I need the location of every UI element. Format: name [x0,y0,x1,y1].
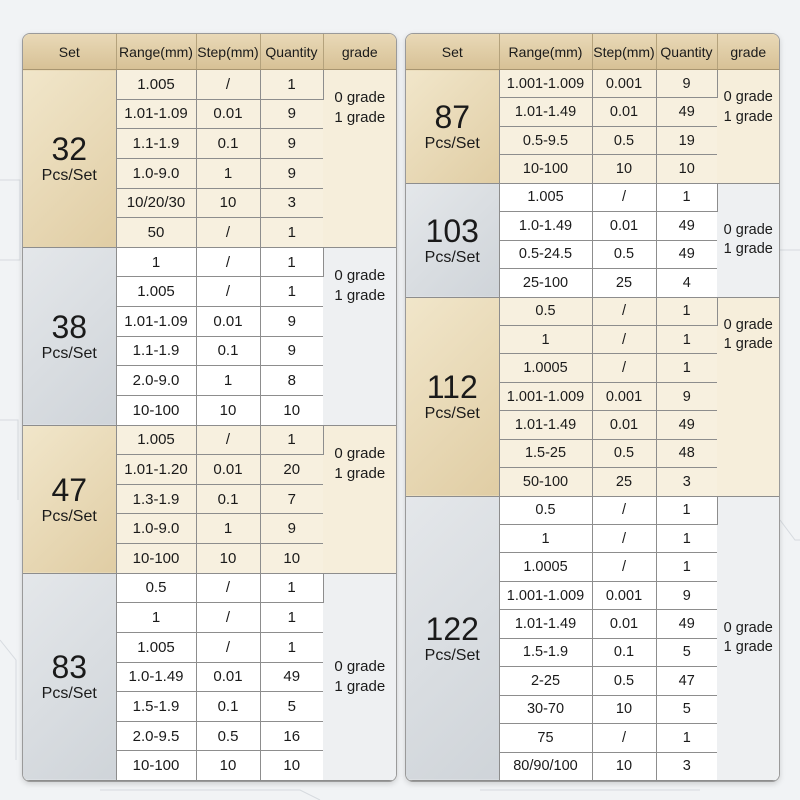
range-cell: 50-100 [499,468,592,496]
range-cell: 1.1-1.9 [116,336,196,366]
step-cell: 0.01 [196,455,260,485]
set-cell [406,496,499,780]
step-cell: 0.001 [592,70,656,98]
grade-label: 0 grade [723,316,773,333]
quantity-cell: 3 [656,752,717,781]
header-set: Set [23,34,116,70]
header-range: Range(mm) [499,34,592,70]
quantity-cell: 10 [260,751,323,781]
range-cell: 1.01-1.49 [499,610,592,638]
range-cell: 1.3-1.9 [116,484,196,514]
set-number: 122 [425,610,479,647]
grade-label: 1 grade [723,108,773,125]
quantity-cell: 1 [260,632,323,662]
header-quantity: Quantity [260,34,323,70]
range-cell: 10-100 [116,751,196,781]
grade-cell [323,573,396,780]
step-cell: 0.1 [196,692,260,722]
quantity-cell: 3 [656,468,717,496]
step-cell: 0.01 [592,610,656,638]
quantity-cell: 9 [260,129,323,159]
table-row [23,573,396,603]
quantity-cell: 9 [656,70,717,98]
step-cell: / [592,553,656,581]
quantity-cell: 48 [656,439,717,467]
quantity-cell: 1 [656,553,717,581]
quantity-cell: 9 [260,99,323,129]
step-cell: / [196,218,260,248]
set-number: 38 [51,308,88,345]
range-cell: 1.5-1.9 [116,692,196,722]
step-cell: 25 [592,468,656,496]
quantity-cell: 3 [260,188,323,218]
quantity-cell: 9 [656,581,717,609]
range-cell: 0.5 [116,573,196,603]
quantity-cell: 1 [260,247,323,277]
range-cell: 1.0-1.49 [499,212,592,240]
range-cell: 10-100 [116,544,196,574]
table-row [406,70,779,98]
grade-cell [323,425,396,573]
set-unit-label: Pcs/Set [41,344,97,362]
range-cell: 1 [499,525,592,553]
range-cell: 50 [116,218,196,248]
quantity-cell: 1 [656,183,717,211]
header-step: Step(mm) [196,34,260,70]
grade-label: 1 grade [723,336,773,353]
quantity-cell: 20 [260,455,323,485]
quantity-cell: 10 [656,155,717,183]
set-number: 83 [51,649,88,686]
quantity-cell: 9 [260,158,323,188]
step-cell: 0.5 [592,126,656,154]
range-cell: 1.0-9.0 [116,514,196,544]
range-cell: 10-100 [116,395,196,425]
range-cell: 1.0-1.49 [116,662,196,692]
grade-label: 0 grade [334,444,386,462]
quantity-cell: 49 [656,240,717,268]
grade-label: 0 grade [334,266,386,284]
range-cell: 0.5-24.5 [499,240,592,268]
step-cell: / [592,297,656,325]
table-row [406,183,779,211]
left-table-body [23,70,396,781]
set-cell [406,297,499,496]
range-cell: 1.01-1.09 [116,307,196,337]
step-cell: 10 [592,752,656,781]
range-cell: 0.5-9.5 [499,126,592,154]
range-cell: 1.005 [116,425,196,455]
grade-label: 1 grade [334,109,386,127]
header-grade: grade [717,34,779,70]
quantity-cell: 10 [260,395,323,425]
quantity-cell: 9 [260,514,323,544]
set-unit-label: Pcs/Set [424,134,480,152]
header-range: Range(mm) [116,34,196,70]
grade-cell [717,297,779,496]
step-cell: 10 [196,395,260,425]
range-cell: 1.01-1.49 [499,98,592,126]
range-cell: 1.005 [116,277,196,307]
step-cell: / [592,525,656,553]
set-number: 103 [425,212,479,249]
set-cell [23,247,116,425]
grade-label: 1 grade [334,287,386,304]
quantity-cell: 1 [260,425,323,455]
set-unit-label: Pcs/Set [424,646,480,664]
grade-label: 1 grade [723,241,773,258]
step-cell: 0.01 [592,212,656,240]
header-step: Step(mm) [592,34,656,70]
set-unit-label: Pcs/Set [424,248,480,266]
quantity-cell: 1 [260,277,323,307]
range-cell: 0.5 [499,496,592,524]
range-cell: 1.005 [116,632,196,662]
header-grade: grade [323,34,396,70]
step-cell: 0.1 [592,638,656,666]
quantity-cell: 19 [656,126,717,154]
range-cell: 1.0005 [499,553,592,581]
quantity-cell: 49 [260,662,323,692]
grade-label: 1 grade [334,677,386,695]
table-row [23,247,396,277]
step-cell: 0.01 [196,307,260,337]
quantity-cell: 1 [656,724,717,752]
set-cell [406,183,499,297]
step-cell: 1 [196,158,260,188]
range-cell: 1.001-1.009 [499,70,592,98]
quantity-cell: 9 [260,336,323,366]
quantity-cell: 1 [656,325,717,353]
range-cell: 1 [499,325,592,353]
step-cell: 10 [196,188,260,218]
step-cell: 1 [196,514,260,544]
step-cell: / [196,70,260,100]
table-row [406,496,779,524]
grade-cell [717,183,779,297]
step-cell: 0.01 [592,411,656,439]
quantity-cell: 47 [656,667,717,695]
range-cell: 1.005 [499,183,592,211]
grade-label: 0 grade [723,89,773,105]
table-row [23,425,396,455]
step-cell: 10 [592,155,656,183]
quantity-cell: 4 [656,269,717,297]
range-cell: 10-100 [499,155,592,183]
quantity-cell: 1 [656,297,717,325]
step-cell: 0.001 [592,382,656,410]
range-cell: 1.01-1.49 [499,411,592,439]
range-cell: 1.5-25 [499,439,592,467]
range-cell: 1.5-1.9 [499,638,592,666]
set-unit-label: Pcs/Set [41,507,97,525]
grade-cell [323,247,396,425]
step-cell: 10 [196,751,260,781]
grade-label: 0 grade [723,221,773,238]
step-cell: / [592,354,656,382]
set-cell [23,573,116,780]
range-cell: 2-25 [499,667,592,695]
grade-label: 0 grade [334,89,386,106]
range-cell: 2.0-9.0 [116,366,196,396]
step-cell: 0.5 [592,439,656,467]
quantity-cell: 5 [260,692,323,722]
step-cell: 0.1 [196,129,260,159]
step-cell: / [592,496,656,524]
quantity-cell: 9 [656,382,717,410]
quantity-cell: 1 [260,70,323,100]
step-cell: 10 [592,695,656,723]
range-cell: 25-100 [499,269,592,297]
range-cell: 10/20/30 [116,188,196,218]
quantity-cell: 49 [656,610,717,638]
range-cell: 1.0005 [499,354,592,382]
step-cell: 0.1 [196,484,260,514]
step-cell: 25 [592,269,656,297]
quantity-cell: 5 [656,695,717,723]
set-unit-label: Pcs/Set [41,166,97,184]
step-cell: 0.01 [592,98,656,126]
step-cell: 0.1 [196,336,260,366]
step-cell: 0.001 [592,581,656,609]
header-quantity: Quantity [656,34,717,70]
range-cell: 1.01-1.09 [116,99,196,129]
grade-label: 0 grade [334,657,386,675]
quantity-cell: 1 [260,603,323,633]
quantity-cell: 49 [656,411,717,439]
quantity-cell: 49 [656,98,717,126]
step-cell: 1 [196,366,260,396]
set-number: 32 [51,130,88,167]
set-cell [406,70,499,184]
grade-cell [323,70,396,248]
right-table-body [406,70,779,781]
quantity-cell: 10 [260,544,323,574]
quantity-cell: 7 [260,484,323,514]
quantity-cell: 5 [656,638,717,666]
step-cell: 10 [196,544,260,574]
step-cell: / [196,247,260,277]
quantity-cell: 1 [656,525,717,553]
step-cell: 0.5 [196,721,260,751]
quantity-cell: 1 [656,496,717,524]
range-cell: 1.1-1.9 [116,129,196,159]
range-cell: 1 [116,603,196,633]
set-number: 112 [426,369,478,406]
table-row [406,297,779,325]
set-cell [23,425,116,573]
step-cell: / [592,724,656,752]
header-set: Set [406,34,499,70]
range-cell: 0.5 [499,297,592,325]
range-cell: 1.0-9.0 [116,158,196,188]
set-number: 87 [434,98,471,135]
step-cell: / [196,277,260,307]
step-cell: / [592,325,656,353]
range-cell: 80/90/100 [499,752,592,781]
set-number: 47 [51,471,88,508]
range-cell: 1.001-1.009 [499,581,592,609]
step-cell: / [196,573,260,603]
range-cell: 1.01-1.20 [116,455,196,485]
step-cell: 0.5 [592,240,656,268]
step-cell: 0.01 [196,662,260,692]
step-cell: / [196,603,260,633]
grade-label: 1 grade [723,639,773,656]
quantity-cell: 8 [260,366,323,396]
quantity-cell: 1 [656,354,717,382]
step-cell: / [196,632,260,662]
step-cell: 0.5 [592,667,656,695]
step-cell: / [196,425,260,455]
grade-label: 0 grade [723,619,773,636]
quantity-cell: 49 [656,212,717,240]
step-cell: / [592,183,656,211]
range-cell: 30-70 [499,695,592,723]
quantity-cell: 9 [260,307,323,337]
grade-cell [717,70,779,184]
right-spec-table [405,33,780,782]
set-unit-label: Pcs/Set [424,405,480,423]
grade-cell [717,496,779,780]
quantity-cell: 1 [260,218,323,248]
grade-label: 1 grade [334,464,386,482]
range-cell: 1 [116,247,196,277]
range-cell: 1.001-1.009 [499,382,592,410]
table-row [23,70,396,100]
left-spec-table [22,33,397,782]
quantity-cell: 1 [260,573,323,603]
range-cell: 2.0-9.5 [116,721,196,751]
range-cell: 1.005 [116,70,196,100]
set-unit-label: Pcs/Set [41,685,97,703]
set-cell [23,70,116,248]
range-cell: 75 [499,724,592,752]
step-cell: 0.01 [196,99,260,129]
quantity-cell: 16 [260,721,323,751]
